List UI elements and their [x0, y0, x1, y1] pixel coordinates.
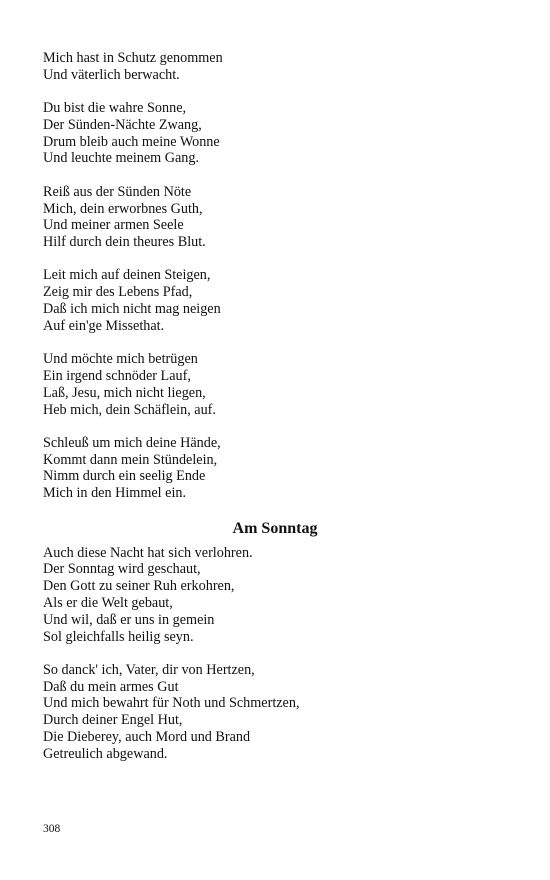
- verse-line: Schleuß um mich deine Hände,: [43, 434, 221, 451]
- stanza: [43, 50, 513, 84]
- page-number: 308: [43, 823, 61, 835]
- verse-line: Mich in den Himmel ein.: [43, 485, 187, 502]
- verse-line: Mich, dein erworbnes Guth,: [43, 200, 203, 217]
- verse-line: Daß du mein armes Gut: [43, 678, 179, 695]
- verse-line: Auch diese Nacht hat sich verlohren.: [43, 544, 253, 561]
- verse-line: Daß ich mich nicht mag neigen: [43, 301, 221, 318]
- stanza: [43, 351, 513, 418]
- verse-line: Nimm durch ein seelig Ende: [43, 468, 206, 485]
- verse-line: Heb mich, dein Schäflein, auf.: [43, 401, 216, 418]
- verse-line: Durch deiner Engel Hut,: [43, 712, 183, 729]
- verse-line: So danck' ich, Vater, dir von Hertzen,: [43, 661, 255, 678]
- verse-line: Als er die Welt gebaut,: [43, 594, 173, 611]
- verse-line: Getreulich abgewand.: [43, 745, 168, 762]
- verse-line: Zeig mir des Lebens Pfad,: [43, 284, 193, 301]
- verse-line: Hilf durch dein theures Blut.: [43, 234, 206, 251]
- verse-line: Und möchte mich betrügen: [43, 351, 198, 368]
- stanza: [43, 184, 513, 251]
- poem-text: [43, 50, 513, 779]
- verse-line: Und väterlich berwacht.: [43, 66, 180, 83]
- verse-line: Sol gleichfalls heilig seyn.: [43, 628, 194, 645]
- verse-line: Laß, Jesu, mich nicht liegen,: [43, 384, 206, 401]
- verse-line: Und wil, daß er uns in gemein: [43, 611, 215, 628]
- verse-line: Kommt dann mein Stündelein,: [43, 451, 218, 468]
- section-heading: Am Sonntag: [232, 519, 318, 537]
- stanza: [43, 545, 513, 646]
- verse-line: Der Sonntag wird geschaut,: [43, 561, 201, 578]
- verse-line: Mich hast in Schutz genommen: [43, 50, 223, 66]
- verse-line: Drum bleib auch meine Wonne: [43, 133, 220, 150]
- verse-line: Du bist die wahre Sonne,: [43, 100, 187, 117]
- stanza: [43, 662, 513, 763]
- verse-line: Den Gott zu seiner Ruh erkohren,: [43, 578, 235, 595]
- stanza: [43, 267, 513, 334]
- verse-line: Der Sünden-Nächte Zwang,: [43, 116, 202, 133]
- verse-line: Und mich bewahrt für Noth und Schmertzen,: [43, 695, 300, 712]
- verse-line: Und meiner armen Seele: [43, 217, 184, 234]
- verse-line: Reiß aus der Sünden Nöte: [43, 183, 192, 200]
- verse-line: Die Dieberey, auch Mord und Brand: [43, 729, 251, 745]
- verse-line: Und leuchte meinem Gang.: [43, 150, 200, 167]
- stanza: [43, 100, 513, 167]
- stanza: [43, 435, 513, 502]
- verse-line: Auf ein'ge Missethat.: [43, 317, 165, 334]
- verse-line: Ein irgend schnöder Lauf,: [43, 367, 191, 384]
- verse-line: Leit mich auf deinen Steigen,: [43, 267, 211, 284]
